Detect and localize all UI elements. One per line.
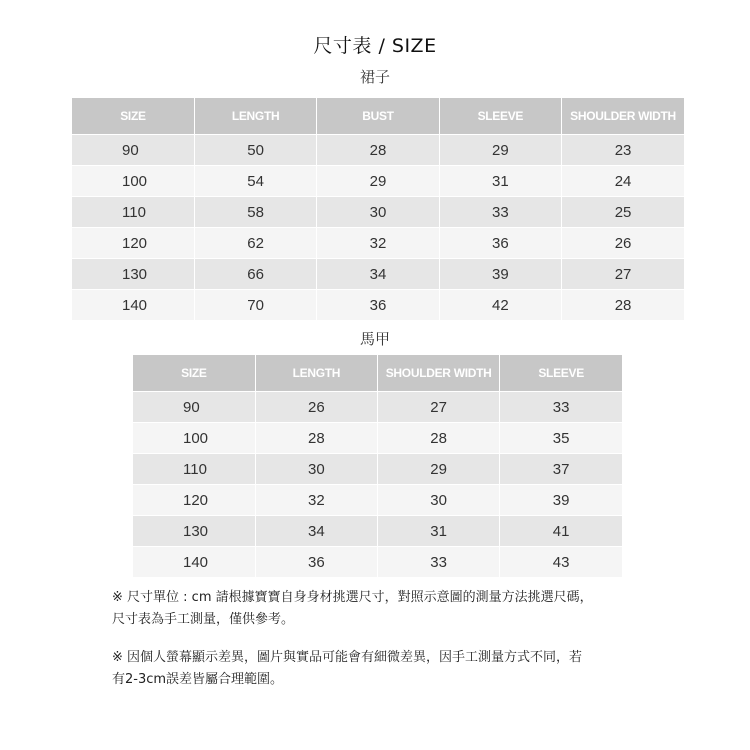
table-cell: 66 — [194, 259, 316, 290]
table-cell: 39 — [500, 485, 622, 516]
table-cell: 41 — [500, 516, 622, 547]
table-cell: 25 — [562, 197, 684, 228]
table-cell: 50 — [194, 135, 316, 166]
skirt-header-size: SIZE — [72, 98, 194, 135]
vest-size-table — [133, 355, 622, 577]
table-row — [72, 228, 684, 259]
table-row — [72, 166, 684, 197]
table-cell: 32 — [317, 228, 439, 259]
table-cell: 62 — [194, 228, 316, 259]
table-row — [133, 454, 622, 485]
skirt-header-row — [72, 98, 684, 135]
vest-header-shoulder-width: SHOULDER WIDTH — [378, 355, 500, 392]
display-note-line-2: 有2-3cm誤差皆屬合理範圍。 — [112, 672, 284, 687]
table-cell: 120 — [133, 485, 255, 516]
table-cell: 130 — [72, 259, 194, 290]
table-cell: 28 — [378, 423, 500, 454]
measurement-note — [112, 587, 672, 631]
table-row — [72, 290, 684, 321]
table-cell: 28 — [317, 135, 439, 166]
table-cell: 130 — [133, 516, 255, 547]
table-cell: 90 — [72, 135, 194, 166]
skirt-size-table — [72, 98, 684, 320]
table-row — [72, 259, 684, 290]
table-cell: 140 — [133, 547, 255, 578]
table-cell: 36 — [317, 290, 439, 321]
table-cell: 140 — [72, 290, 194, 321]
table-cell: 30 — [255, 454, 377, 485]
table-cell: 24 — [562, 166, 684, 197]
table-cell: 36 — [255, 547, 377, 578]
table-row — [72, 135, 684, 166]
table-cell: 34 — [255, 516, 377, 547]
table-row — [133, 516, 622, 547]
table-cell: 54 — [194, 166, 316, 197]
table-cell: 31 — [439, 166, 561, 197]
table-cell: 34 — [317, 259, 439, 290]
table-cell: 110 — [133, 454, 255, 485]
table-cell: 29 — [439, 135, 561, 166]
table-cell: 29 — [317, 166, 439, 197]
table-cell: 39 — [439, 259, 561, 290]
vest-header-row — [133, 355, 622, 392]
table-row — [72, 197, 684, 228]
page-title: 尺寸表 / SIZE — [313, 35, 437, 57]
table-row — [133, 547, 622, 578]
table-cell: 100 — [72, 166, 194, 197]
table-row — [133, 392, 622, 423]
skirt-header-shoulder-width: SHOULDER WIDTH — [562, 98, 684, 135]
table-cell: 26 — [562, 228, 684, 259]
table-cell: 42 — [439, 290, 561, 321]
table-cell: 33 — [378, 547, 500, 578]
skirt-header-length: LENGTH — [194, 98, 316, 135]
table-cell: 70 — [194, 290, 316, 321]
table-cell: 23 — [562, 135, 684, 166]
table-cell: 58 — [194, 197, 316, 228]
table-cell: 32 — [255, 485, 377, 516]
table-cell: 27 — [378, 392, 500, 423]
table-cell: 30 — [317, 197, 439, 228]
table-cell: 26 — [255, 392, 377, 423]
table-cell: 36 — [439, 228, 561, 259]
table-cell: 27 — [562, 259, 684, 290]
table-cell: 37 — [500, 454, 622, 485]
display-note-line-1: ※ 因個人螢幕顯示差異，圖片與實品可能會有細微差異，因手工測量方式不同，若 — [112, 650, 583, 665]
table-cell: 90 — [133, 392, 255, 423]
vest-header-length: LENGTH — [255, 355, 377, 392]
table-cell: 29 — [378, 454, 500, 485]
vest-header-sleeve: SLEEVE — [500, 355, 622, 392]
table-row — [133, 485, 622, 516]
table-cell: 35 — [500, 423, 622, 454]
table-cell: 33 — [439, 197, 561, 228]
table-cell: 28 — [255, 423, 377, 454]
measurement-note-line-2: 尺寸表為手工測量，僅供參考。 — [112, 612, 295, 627]
measurement-note-line-1: ※ 尺寸單位 : cm 請根據寶寶自身身材挑選尺寸，對照示意圖的測量方法挑選尺碼， — [112, 590, 593, 605]
table-cell: 43 — [500, 547, 622, 578]
table-cell: 28 — [562, 290, 684, 321]
table-cell: 33 — [500, 392, 622, 423]
table-cell: 30 — [378, 485, 500, 516]
skirt-header-bust: BUST — [317, 98, 439, 135]
skirt-table-title: 裙子 — [359, 68, 390, 86]
table-cell: 31 — [378, 516, 500, 547]
vest-header-size: SIZE — [133, 355, 255, 392]
table-cell: 110 — [72, 197, 194, 228]
table-cell: 120 — [72, 228, 194, 259]
vest-table-title: 馬甲 — [359, 330, 390, 348]
display-difference-note — [112, 647, 672, 691]
skirt-header-sleeve: SLEEVE — [439, 98, 561, 135]
table-row — [133, 423, 622, 454]
table-cell: 100 — [133, 423, 255, 454]
